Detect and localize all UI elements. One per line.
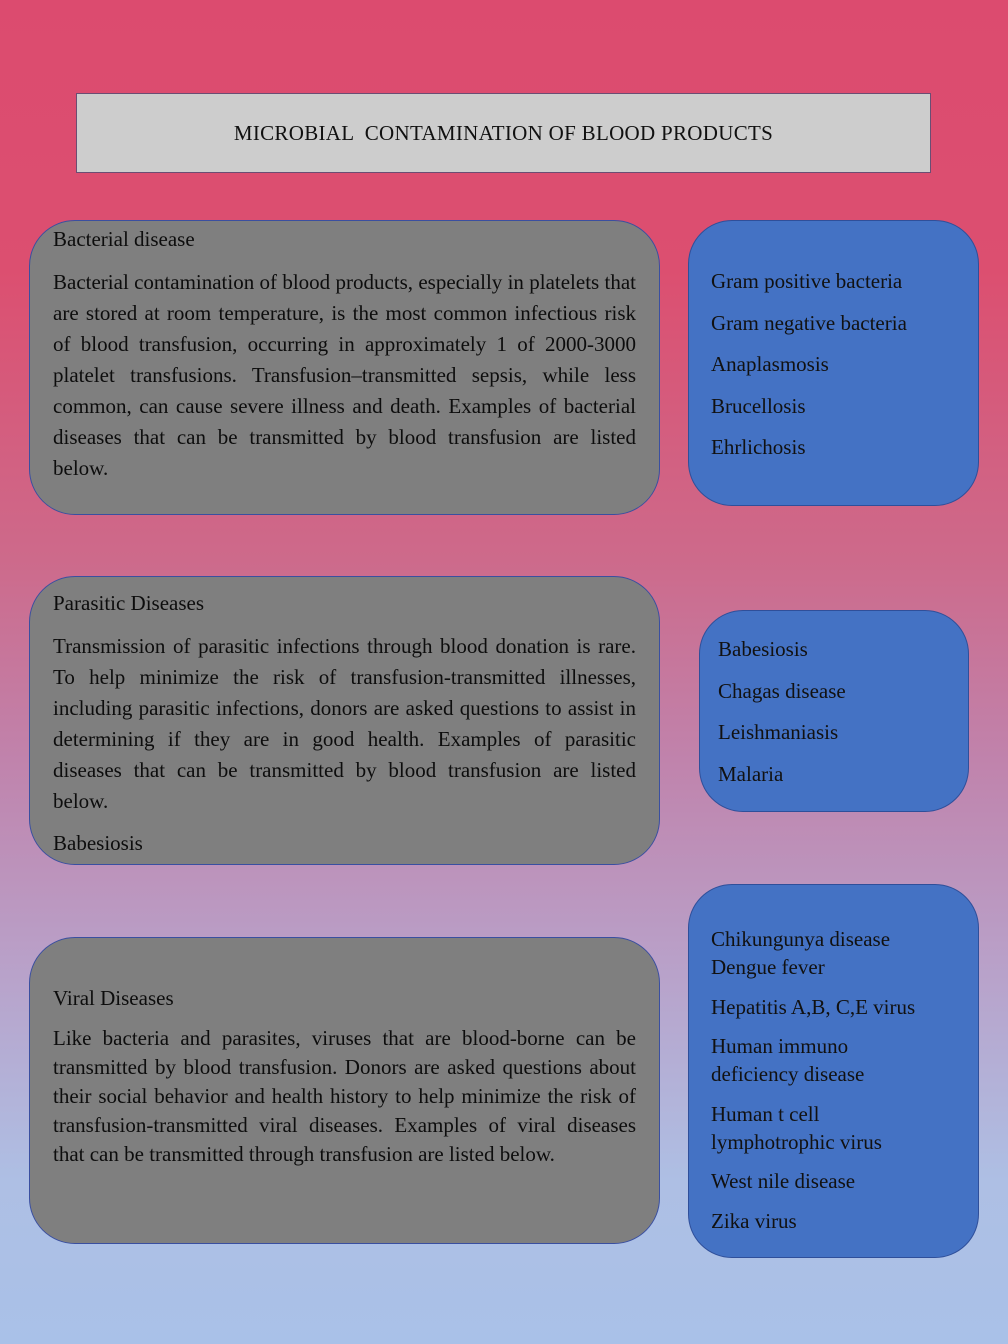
viral-diseases-list bbox=[688, 884, 979, 1258]
viral-diseases-heading: Viral Diseases bbox=[53, 986, 174, 1010]
parasitic-diseases-list bbox=[699, 610, 969, 812]
list-item: Leishmaniasis bbox=[718, 720, 839, 744]
parasitic-diseases-text: Transmission of parasitic infections through blood donation is rare. To help minimize the risk of transfusion-transmitted illnesses, including parasitic infections, donors are asked questions to assist in determining if they are in good health. Examples of parasitic diseases that can be transmitted by blood transfusion are listed below. bbox=[53, 634, 636, 813]
bacterial-disease-heading: Bacterial disease bbox=[53, 227, 195, 251]
page-title: MICROBIAL CONTAMINATION OF BLOOD PRODUCTS bbox=[76, 93, 931, 173]
list-item: Human t cell lymphotrophic virus bbox=[711, 1101, 882, 1154]
list-item: Ehrlichosis bbox=[711, 435, 806, 459]
bacterial-disease-list bbox=[688, 220, 979, 506]
list-item: Anaplasmosis bbox=[711, 352, 829, 376]
list-item: Human immuno deficiency disease bbox=[711, 1034, 865, 1086]
list-item: Dengue fever bbox=[711, 955, 825, 979]
list-item: West nile disease bbox=[711, 1169, 856, 1193]
viral-diseases-panel bbox=[29, 937, 660, 1244]
bacterial-disease-panel bbox=[29, 220, 660, 515]
list-item: Gram negative bacteria bbox=[711, 310, 907, 335]
list-item: Chikungunya disease bbox=[711, 927, 891, 951]
list-item: Brucellosis bbox=[711, 393, 806, 418]
list-item: Malaria bbox=[718, 761, 784, 786]
list-item: Chagas disease bbox=[718, 678, 846, 703]
list-item: Gram positive bacteria bbox=[711, 269, 903, 293]
parasitic-diseases-heading: Parasitic Diseases bbox=[53, 591, 205, 615]
parasitic-diseases-example: Babesiosis bbox=[53, 831, 143, 855]
list-item: Zika virus bbox=[711, 1208, 797, 1233]
list-item: Babesiosis bbox=[718, 637, 808, 661]
list-item: Hepatitis A,B, C,E virus bbox=[711, 994, 916, 1019]
bacterial-disease-text: Bacterial contamination of blood products, especially in platelets that are stored at room temperature, is the most common infectious risk of blood transfusion, occurring in approximately 1 of 2000-3000 platelet transfusions. Transfusion–transmitted sepsis, while less common, can cause severe illness and death. Examples of bacterial diseases that can be transmitted by blood transfusion are listed below. bbox=[53, 270, 636, 480]
viral-diseases-text: Like bacteria and parasites, viruses that are blood-borne can be transmitted by blood transfusion. Donors are asked questions about their social behavior and health history to help minimize the risk of transfusion-transmitted viral diseases. Examples of viral diseases that can be transmitted through transfusion are listed below. bbox=[53, 1026, 636, 1166]
parasitic-diseases-panel bbox=[29, 576, 660, 865]
